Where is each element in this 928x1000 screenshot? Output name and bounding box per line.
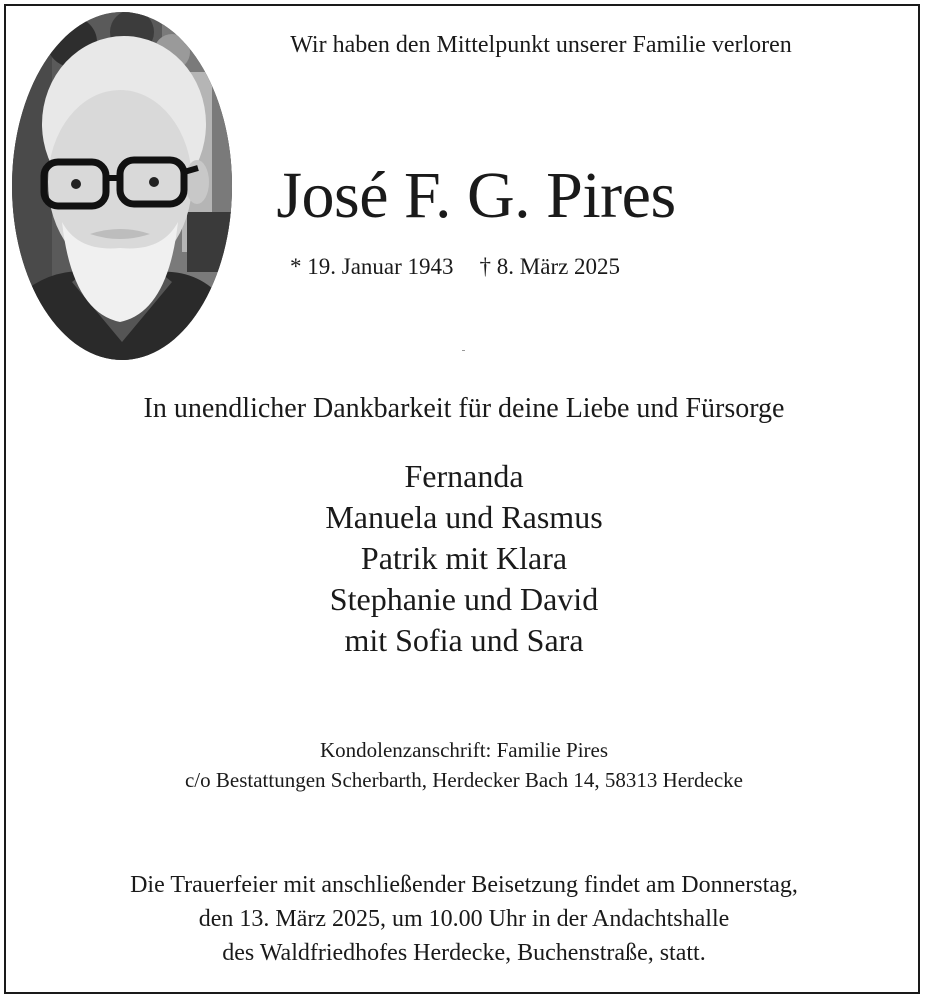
birth-date: * 19. Januar 1943: [290, 254, 454, 279]
ceremony-line: den 13. März 2025, um 10.00 Uhr in der Andachtshalle: [198, 906, 730, 932]
family-member: Patrik mit Klara: [360, 540, 568, 576]
intro-line: Wir haben den Mittelpunkt unserer Familie verloren: [290, 32, 792, 58]
life-dates: [290, 254, 620, 280]
ceremony-line: des Waldfriedhofes Herdecke, Buchenstraße, statt.: [222, 940, 706, 966]
family-member: Fernanda: [404, 458, 524, 494]
death-date: † 8. März 2025: [479, 254, 621, 279]
family-member: mit Sofia und Sara: [344, 622, 584, 658]
condolence-line: Kondolenzanschrift: Familie Pires: [319, 738, 609, 762]
family-member: Stephanie und David: [329, 581, 599, 617]
portrait-photo: [12, 12, 232, 360]
thanks-line: In unendlicher Dankbarkeit für deine Liebe und Fürsorge: [143, 393, 785, 424]
family-list: [0, 456, 928, 661]
ceremony-info: [0, 868, 928, 970]
ceremony-line: Die Trauerfeier mit anschließender Beisetzung findet am Donnerstag,: [130, 872, 798, 898]
family-member: Manuela und Rasmus: [325, 499, 603, 535]
deceased-name: José F. G. Pires: [276, 159, 676, 232]
condolence-line: c/o Bestattungen Scherbarth, Herdecker Bach 14, 58313 Herdecke: [184, 768, 744, 792]
condolence-address: [0, 735, 928, 795]
separator-dot: [462, 350, 465, 351]
